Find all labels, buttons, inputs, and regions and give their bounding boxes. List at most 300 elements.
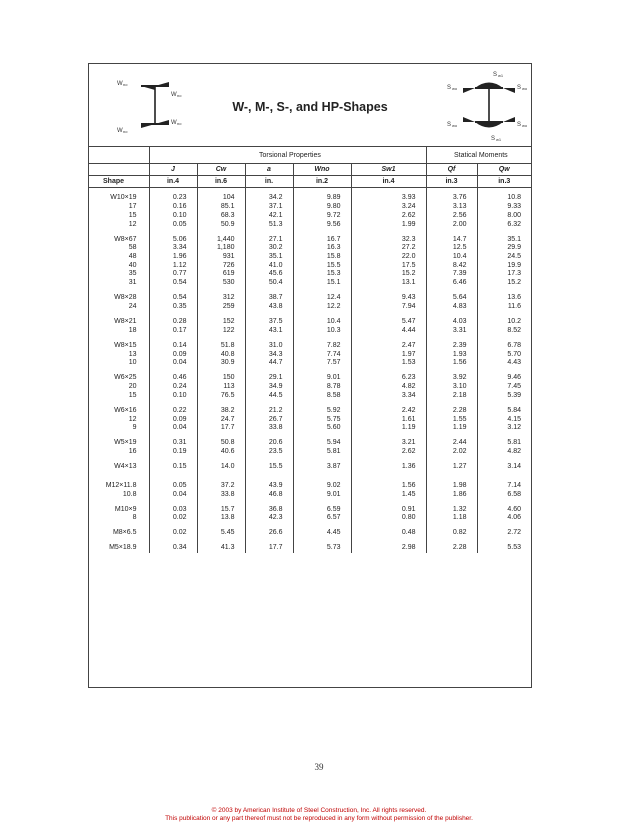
property-value: 5.47 <box>351 318 426 327</box>
properties-table-wrap <box>89 164 531 553</box>
property-value: 45.6 <box>245 270 293 279</box>
column-symbol: Cw <box>197 164 245 176</box>
shape-designation: W8×67 <box>114 235 137 243</box>
properties-table <box>89 164 531 553</box>
property-value: 1.97 <box>351 351 426 360</box>
property-value: 0.80 <box>351 514 426 523</box>
property-value: 50.9 <box>197 221 245 230</box>
shape-designation: 13 <box>128 350 137 358</box>
property-value: 8.00 <box>477 212 531 221</box>
shape-designation: 15 <box>128 211 137 219</box>
wno-label-2: W <box>171 92 177 98</box>
property-value: 3.13 <box>426 203 477 212</box>
property-value: 3.14 <box>477 463 531 472</box>
page-title: W-, M-, S-, and HP-Shapes <box>232 100 388 114</box>
property-value: 5.53 <box>477 544 531 553</box>
property-value: 5.75 <box>293 416 351 425</box>
property-value: 9.56 <box>293 221 351 230</box>
property-value: 0.10 <box>149 392 197 401</box>
property-value: 1.86 <box>426 491 477 500</box>
property-value: 38.7 <box>245 294 293 303</box>
property-value: 8.58 <box>293 392 351 401</box>
shape-designation: 16 <box>128 448 137 455</box>
property-value: 0.28 <box>149 318 197 327</box>
property-value: 15.1 <box>293 279 351 288</box>
property-value: 43.1 <box>245 327 293 336</box>
shape-designation: 12 <box>128 415 137 423</box>
property-value: 24.5 <box>477 253 531 262</box>
property-value: 619 <box>197 270 245 279</box>
property-value: 50.8 <box>197 439 245 448</box>
property-value: 35.1 <box>477 236 531 245</box>
page-number: 39 <box>314 762 324 772</box>
property-value: 5.73 <box>293 544 351 553</box>
table-row <box>89 351 531 360</box>
property-value: 0.15 <box>149 463 197 472</box>
property-value: 40.8 <box>197 351 245 360</box>
svg-text:no: no <box>123 129 128 134</box>
property-value: 5.84 <box>477 407 531 416</box>
table-row <box>89 359 531 368</box>
property-value: 6.32 <box>477 221 531 230</box>
property-value: 0.24 <box>149 383 197 392</box>
swo-label-1: S <box>447 85 452 91</box>
swo-label-2: S <box>517 85 522 91</box>
property-value: 68.3 <box>197 212 245 221</box>
property-value: 3.76 <box>426 194 477 203</box>
copyright-line-2: This publication or any part thereof must not be reproduced in any form without permission of the publisher. <box>165 815 473 822</box>
property-value: 1,180 <box>197 244 245 253</box>
column-symbol: J <box>149 164 197 176</box>
property-value: 0.54 <box>149 279 197 288</box>
table-header-band <box>89 64 531 147</box>
property-value: 13.8 <box>197 514 245 523</box>
property-value: 2.02 <box>426 448 477 457</box>
property-value: 30.2 <box>245 244 293 253</box>
table-row <box>89 491 531 500</box>
shape-designation: 24 <box>128 302 137 310</box>
property-value: 4.43 <box>477 359 531 368</box>
property-value: 22.0 <box>351 253 426 262</box>
property-value: 42.1 <box>245 212 293 221</box>
table-head <box>89 164 531 188</box>
property-value: 19.9 <box>477 262 531 271</box>
table-row <box>89 374 531 383</box>
property-value: 0.35 <box>149 303 197 312</box>
property-value: 1.56 <box>351 482 426 491</box>
property-value: 4.45 <box>293 529 351 538</box>
property-value: 0.10 <box>149 212 197 221</box>
table-row <box>89 279 531 288</box>
property-value: 6.59 <box>293 506 351 515</box>
property-value: 2.00 <box>426 221 477 230</box>
property-value: 7.74 <box>293 351 351 360</box>
property-value: 2.56 <box>426 212 477 221</box>
svg-text:w1: w1 <box>498 73 504 78</box>
copyright-notice <box>0 807 638 823</box>
property-value: 21.2 <box>245 407 293 416</box>
property-value: 4.82 <box>351 383 426 392</box>
property-value: 2.47 <box>351 342 426 351</box>
property-value: 10.3 <box>293 327 351 336</box>
shape-designation: M12×11.8 <box>105 481 137 489</box>
property-value: 3.34 <box>351 392 426 401</box>
sw1-label-bottom: S <box>491 136 496 142</box>
sw1-label-top: S <box>493 72 498 78</box>
property-value: 0.16 <box>149 203 197 212</box>
table-row <box>89 514 531 523</box>
shape-designation: 20 <box>128 383 137 390</box>
property-value: 1.56 <box>426 359 477 368</box>
shape-designation: 12 <box>128 220 137 228</box>
column-unit: in.2 <box>293 176 351 188</box>
column-symbol: Wno <box>293 164 351 176</box>
column-symbol: a <box>245 164 293 176</box>
table-row <box>89 448 531 457</box>
property-value: 12.4 <box>293 294 351 303</box>
property-value: 2.72 <box>477 529 531 538</box>
property-value: 4.60 <box>477 506 531 515</box>
shape-designation: W4×13 <box>114 463 137 471</box>
properties-table-frame <box>88 63 532 688</box>
property-value: 9.01 <box>293 491 351 500</box>
property-value: 3.24 <box>351 203 426 212</box>
property-value: 7.57 <box>293 359 351 368</box>
property-value: 1.18 <box>426 514 477 523</box>
table-row <box>89 262 531 271</box>
property-value: 1.45 <box>351 491 426 500</box>
property-value: 2.62 <box>351 212 426 221</box>
property-value: 85.1 <box>197 203 245 212</box>
property-value: 0.91 <box>351 506 426 515</box>
property-value: 32.3 <box>351 236 426 245</box>
torsional-properties-heading: Torsional Properties <box>259 152 321 159</box>
property-value: 43.8 <box>245 303 293 312</box>
property-value: 150 <box>197 374 245 383</box>
property-value: 7.82 <box>293 342 351 351</box>
swo-label-4: S <box>517 122 522 128</box>
property-value: 1.53 <box>351 359 426 368</box>
property-value: 1.19 <box>351 424 426 433</box>
property-value: 36.8 <box>245 506 293 515</box>
property-value: 0.19 <box>149 448 197 457</box>
property-value: 17.5 <box>351 262 426 271</box>
property-value: 1,440 <box>197 236 245 245</box>
column-symbol: Qf <box>426 164 477 176</box>
property-value: 0.04 <box>149 359 197 368</box>
shape-designation: W6×16 <box>114 406 137 414</box>
property-value: 31.0 <box>245 342 293 351</box>
property-value: 3.31 <box>426 327 477 336</box>
svg-text:wo: wo <box>452 86 458 91</box>
property-value: 33.8 <box>245 424 293 433</box>
property-value: 0.04 <box>149 491 197 500</box>
property-value: 5.39 <box>477 392 531 401</box>
svg-text:no: no <box>177 121 182 126</box>
column-unit: in.4 <box>149 176 197 188</box>
property-value: 11.6 <box>477 303 531 312</box>
property-value: 5.94 <box>293 439 351 448</box>
property-value: 5.81 <box>477 439 531 448</box>
property-value: 7.39 <box>426 270 477 279</box>
property-value: 2.28 <box>426 544 477 553</box>
table-row <box>89 416 531 425</box>
property-value: 0.31 <box>149 439 197 448</box>
table-body <box>89 188 531 554</box>
property-value: 26.7 <box>245 416 293 425</box>
table-row <box>89 439 531 448</box>
property-value: 3.93 <box>351 194 426 203</box>
property-value: 6.23 <box>351 374 426 383</box>
property-value: 2.62 <box>351 448 426 457</box>
property-value: 13.1 <box>351 279 426 288</box>
property-value: 7.45 <box>477 383 531 392</box>
property-value: 10.2 <box>477 318 531 327</box>
property-value: 1.61 <box>351 416 426 425</box>
property-value: 5.81 <box>293 448 351 457</box>
shape-designation: W5×19 <box>114 439 137 447</box>
property-value: 15.2 <box>477 279 531 288</box>
property-value: 15.2 <box>351 270 426 279</box>
property-value: 13.6 <box>477 294 531 303</box>
property-value: 122 <box>197 327 245 336</box>
copyright-line-1: © 2003 by American Institute of Steel Construction, Inc. All rights reserved. <box>211 807 427 814</box>
table-row <box>89 303 531 312</box>
property-value: 14.0 <box>197 463 245 472</box>
property-value: 0.34 <box>149 544 197 553</box>
column-unit: in. <box>245 176 293 188</box>
property-value: 0.05 <box>149 482 197 491</box>
shape-designation: 40 <box>128 261 137 269</box>
property-value: 46.8 <box>245 491 293 500</box>
property-value: 1.99 <box>351 221 426 230</box>
property-value: 0.03 <box>149 506 197 515</box>
property-value: 0.46 <box>149 374 197 383</box>
property-value: 5.06 <box>149 236 197 245</box>
property-value: 3.10 <box>426 383 477 392</box>
property-value: 113 <box>197 383 245 392</box>
property-value: 4.15 <box>477 416 531 425</box>
property-value: 29.9 <box>477 244 531 253</box>
table-row <box>89 318 531 327</box>
shape-designation: M10×9 <box>114 505 137 513</box>
table-row <box>89 529 531 538</box>
shape-designation: W8×15 <box>114 341 137 349</box>
property-value: 0.14 <box>149 342 197 351</box>
property-value: 5.64 <box>426 294 477 303</box>
table-row <box>89 253 531 262</box>
property-value: 37.2 <box>197 482 245 491</box>
column-symbol: Sw1 <box>351 164 426 176</box>
svg-text:wo: wo <box>522 123 528 128</box>
property-value: 15.3 <box>293 270 351 279</box>
property-value: 40.6 <box>197 448 245 457</box>
property-value: 5.60 <box>293 424 351 433</box>
shape-designation: 10 <box>128 359 137 367</box>
table-row <box>89 270 531 279</box>
property-value: 15.5 <box>293 262 351 271</box>
property-value: 17.7 <box>197 424 245 433</box>
property-value: 3.87 <box>293 463 351 472</box>
property-value: 16.7 <box>293 236 351 245</box>
property-value: 0.48 <box>351 529 426 538</box>
table-row <box>89 482 531 491</box>
property-value: 3.92 <box>426 374 477 383</box>
property-value: 5.70 <box>477 351 531 360</box>
property-value: 24.7 <box>197 416 245 425</box>
table-row <box>89 342 531 351</box>
property-value: 0.05 <box>149 221 197 230</box>
table-row <box>89 203 531 212</box>
property-value: 1.55 <box>426 416 477 425</box>
property-value: 35.1 <box>245 253 293 262</box>
property-value: 1.96 <box>149 253 197 262</box>
property-value: 23.5 <box>245 448 293 457</box>
property-value: 1.36 <box>351 463 426 472</box>
property-value: 6.58 <box>477 491 531 500</box>
wno-label-4: W <box>171 120 177 126</box>
property-value: 0.04 <box>149 424 197 433</box>
table-row <box>89 327 531 336</box>
property-value: 104 <box>197 194 245 203</box>
property-value: 42.3 <box>245 514 293 523</box>
property-value: 29.1 <box>245 374 293 383</box>
property-value: 76.5 <box>197 392 245 401</box>
property-value: 4.06 <box>477 514 531 523</box>
shape-designation: 8 <box>132 514 137 522</box>
property-value: 7.14 <box>477 482 531 491</box>
property-value: 931 <box>197 253 245 262</box>
shape-designation: W6×25 <box>114 374 137 382</box>
property-value: 7.94 <box>351 303 426 312</box>
property-value: 34.9 <box>245 383 293 392</box>
table-row <box>89 383 531 392</box>
property-value: 4.44 <box>351 327 426 336</box>
property-value: 51.8 <box>197 342 245 351</box>
column-unit: in.6 <box>197 176 245 188</box>
property-value: 15.5 <box>245 463 293 472</box>
property-value: 2.42 <box>351 407 426 416</box>
property-value: 9.02 <box>293 482 351 491</box>
property-value: 27.2 <box>351 244 426 253</box>
shape-designation: W8×21 <box>114 318 137 325</box>
property-value: 9.01 <box>293 374 351 383</box>
table-row <box>89 392 531 401</box>
property-value: 30.9 <box>197 359 245 368</box>
property-value: 3.21 <box>351 439 426 448</box>
property-value: 726 <box>197 262 245 271</box>
table-row <box>89 544 531 553</box>
property-value: 43.9 <box>245 482 293 491</box>
property-value: 9.72 <box>293 212 351 221</box>
property-value: 0.02 <box>149 529 197 538</box>
property-value: 8.52 <box>477 327 531 336</box>
shape-designation: 17 <box>128 203 137 211</box>
property-value: 12.2 <box>293 303 351 312</box>
table-row <box>89 463 531 472</box>
property-value: 1.98 <box>426 482 477 491</box>
property-value: 50.4 <box>245 279 293 288</box>
property-value: 8.78 <box>293 383 351 392</box>
property-value: 3.12 <box>477 424 531 433</box>
property-value: 2.28 <box>426 407 477 416</box>
property-value: 1.27 <box>426 463 477 472</box>
property-value: 14.7 <box>426 236 477 245</box>
table-row <box>89 221 531 230</box>
property-value: 4.82 <box>477 448 531 457</box>
property-value: 530 <box>197 279 245 288</box>
property-value: 8.42 <box>426 262 477 271</box>
property-value: 4.83 <box>426 303 477 312</box>
svg-text:w1: w1 <box>496 137 502 142</box>
table-row <box>89 424 531 433</box>
property-value: 0.22 <box>149 407 197 416</box>
property-value: 15.8 <box>293 253 351 262</box>
svg-text:wo: wo <box>522 86 528 91</box>
property-value: 41.3 <box>197 544 245 553</box>
property-value: 6.46 <box>426 279 477 288</box>
shape-designation: 31 <box>128 279 137 287</box>
property-value: 38.2 <box>197 407 245 416</box>
property-value: 1.12 <box>149 262 197 271</box>
property-value: 0.77 <box>149 270 197 279</box>
property-value: 17.7 <box>245 544 293 553</box>
shape-designation: 10.8 <box>122 490 137 498</box>
property-value: 312 <box>197 294 245 303</box>
property-value: 259 <box>197 303 245 312</box>
shape-column-header: Shape <box>89 176 149 188</box>
svg-text:no: no <box>177 93 182 98</box>
property-value: 44.7 <box>245 359 293 368</box>
shape-designation: W10×19 <box>110 194 137 202</box>
property-value: 0.02 <box>149 514 197 523</box>
wno-label-3: W <box>117 128 123 134</box>
property-value: 37.5 <box>245 318 293 327</box>
property-value: 9.80 <box>293 203 351 212</box>
property-value: 16.3 <box>293 244 351 253</box>
table-row <box>89 506 531 515</box>
shape-designation: W8×28 <box>114 294 137 302</box>
shape-designation: 18 <box>128 326 137 334</box>
property-value: 26.6 <box>245 529 293 538</box>
swo-label-3: S <box>447 122 452 128</box>
property-value: 152 <box>197 318 245 327</box>
property-value: 5.45 <box>197 529 245 538</box>
property-value: 15.7 <box>197 506 245 515</box>
svg-text:wo: wo <box>452 123 458 128</box>
property-value: 2.98 <box>351 544 426 553</box>
property-value: 10.4 <box>293 318 351 327</box>
property-value: 9.89 <box>293 194 351 203</box>
s-shape-statical-diagram <box>443 68 531 142</box>
property-value: 12.5 <box>426 244 477 253</box>
property-value: 34.3 <box>245 351 293 360</box>
property-value: 17.3 <box>477 270 531 279</box>
property-value: 0.09 <box>149 416 197 425</box>
shape-designation: M5×18.9 <box>109 544 137 552</box>
shape-designation: M8×6.5 <box>112 529 137 537</box>
column-group-row <box>89 147 531 164</box>
table-row <box>89 194 531 203</box>
table-row <box>89 212 531 221</box>
property-value: 6.78 <box>477 342 531 351</box>
property-value: 2.18 <box>426 392 477 401</box>
property-value: 0.23 <box>149 194 197 203</box>
property-value: 3.34 <box>149 244 197 253</box>
property-value: 34.2 <box>245 194 293 203</box>
property-value: 1.19 <box>426 424 477 433</box>
column-unit: in.3 <box>426 176 477 188</box>
